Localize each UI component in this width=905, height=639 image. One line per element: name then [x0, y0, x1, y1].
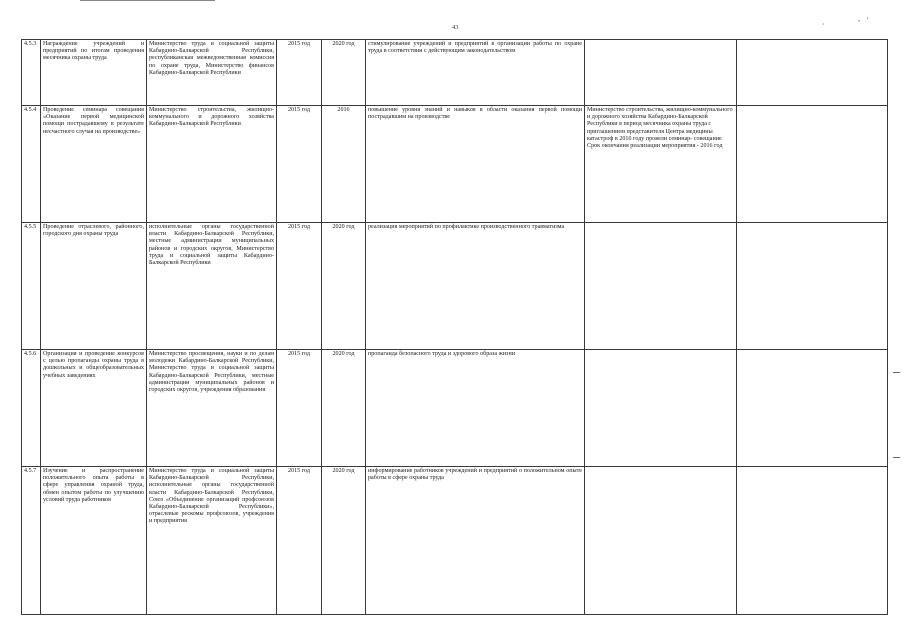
extra-column: [737, 467, 888, 615]
event-name: Награждение учреждений и предприятий по итогам проведения месячника охраны труда: [41, 40, 147, 106]
row-number: 4.5.7: [22, 467, 41, 615]
start-year: 2015 год: [277, 40, 322, 106]
executor: Министерство строительства, жилищно-коммунального и дорожного хозяйства Кабардино-Балкарской Республики: [147, 106, 277, 223]
table-row: [22, 350, 888, 467]
expected-result: стимулирование учреждений и предприятий в организации работы по охране труда в соответствии с действующим законодательством: [366, 40, 585, 106]
scan-edge-mark: [893, 372, 900, 373]
executor: Министерство труда и социальной защиты Кабардино-Балкарской Республики, республиканская межведомственная комиссия по охране труда, Министерство финансов Кабардино-Балкарской Республики: [147, 40, 277, 106]
measures-table: [21, 39, 888, 615]
table-row: [22, 106, 888, 223]
event-name: Проведение отраслевого, районного, городского дня охраны труда: [41, 223, 147, 350]
top-scan-mark: [80, 0, 215, 4]
start-year: 2015 год: [277, 223, 322, 350]
start-year: 2015 год: [277, 350, 322, 467]
implementation-info: [585, 40, 737, 106]
expected-result: повышение уровня знаний и навыков в области оказания первой помощи пострадавшим на производстве: [366, 106, 585, 223]
implementation-info: [585, 467, 737, 615]
extra-column: [737, 350, 888, 467]
table-row: [22, 467, 888, 615]
table-row: [22, 40, 888, 106]
start-year: 2015 год: [277, 106, 322, 223]
executor: Министерство труда и социальной защиты Кабардино-Балкарской Республики, исполнительные органы государственной власти Кабардино-Балкарской Республики, Союз «Объединение организаций профсоюзов Кабардино-Балкарской Республики», отраслевые рескомы профсоюзов, учреждения и предприятия: [147, 467, 277, 615]
executor: Министерство просвещения, науки и по делам молодежи Кабардино-Балкарской Республики, Министерство труда и социальной защиты Кабардино-Балкарской Республики, местные администрации муниципальных районов и городских округов, учреждения образования: [147, 350, 277, 467]
extra-column: [737, 40, 888, 106]
table-row: [22, 223, 888, 350]
scan-speck: ,: [858, 14, 860, 23]
row-number: 4.5.4: [22, 106, 41, 223]
scan-speck: ·: [822, 20, 825, 29]
row-number: 4.5.6: [22, 350, 41, 467]
expected-result: пропаганда безопасного труда и здорового образа жизни: [366, 350, 585, 467]
implementation-info: Министерство строительства, жилищно-коммунального и дорожного хозяйства Кабардино-Балкарской Республики в период месячника охраны труда с приглашением представителя Центра медицины катастроф в 2016 году провели семинар- совещание Срок окончания реализации мероприятия - 2016 год: [585, 106, 737, 223]
row-number: 4.5.5: [22, 223, 41, 350]
end-year: 2020 год: [322, 40, 366, 106]
scan-edge-mark: [893, 457, 900, 458]
executor: исполнительные органы государственной власти Кабардино-Балкарской Республики, местные администрации муниципальных районов и городских округов, Министерство труда и социальной защиты Кабардино-Балкарской Республики: [147, 223, 277, 350]
end-year: 2020 год: [322, 467, 366, 615]
event-name: Проведение семинара совещания «Оказание первой медицинской помощи пострадавшему в результате несчастного случая на производстве»: [41, 106, 147, 223]
implementation-info: [585, 350, 737, 467]
end-year: 2020 год: [322, 350, 366, 467]
end-year: 2016: [322, 106, 366, 223]
extra-column: [737, 106, 888, 223]
scan-speck: ': [867, 16, 869, 25]
extra-column: [737, 223, 888, 350]
expected-result: реализация мероприятий по профилактике производственного травматизма: [366, 223, 585, 350]
implementation-info: [585, 223, 737, 350]
expected-result: информирование работников учреждений и предприятий о положительном опыте работы в сфере охраны труда: [366, 467, 585, 615]
row-number: 4.5.3: [22, 40, 41, 106]
start-year: 2015 год: [277, 467, 322, 615]
page-number: 43: [452, 24, 459, 31]
event-name: Организация и проведение конкурсов с целью пропаганды охраны труда в дошкольных и общеобразовательных учебных заведениях: [41, 350, 147, 467]
event-name: Изучение и распространение положительного опыта работы в сфере управления охраной труда, обмен опытом работы по улучшению условий труда работников: [41, 467, 147, 615]
end-year: 2020 год: [322, 223, 366, 350]
